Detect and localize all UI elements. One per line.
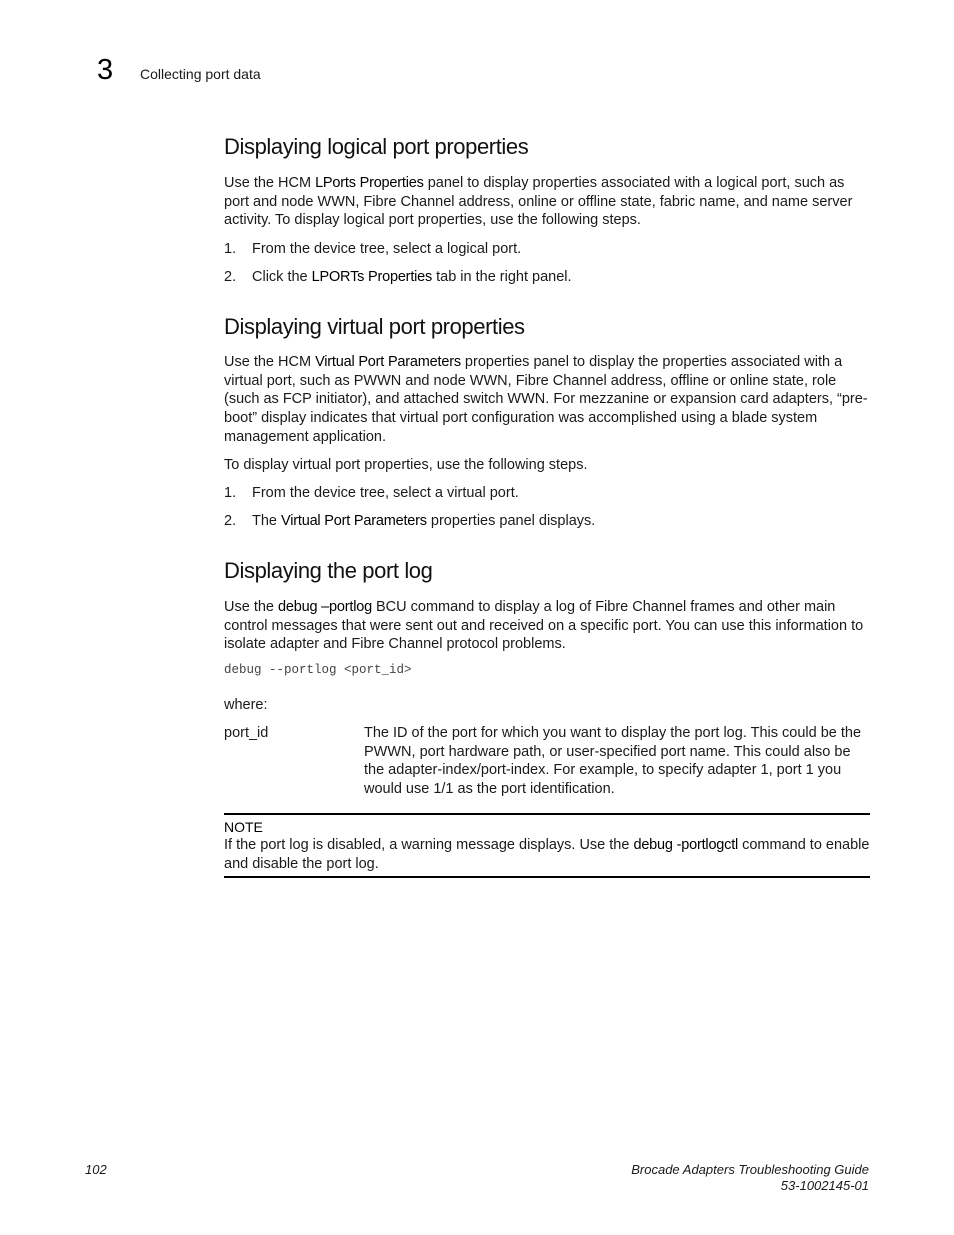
paragraph-virtual-port-intro: Use the HCM Virtual Port Parameters properties panel to display the properties associated with a virtual port, such as PWWN and node WWN, Fibre Channel address, offline or online state, role (such as FCP initiator), and attached switch WWN. For mezzanine or expansion card adapters, “pre-boot” display indicates that virtual port configuration was accomplished using a blade system management application. [224, 354, 868, 445]
section-heading-virtual-port: Displaying virtual port properties [224, 314, 525, 339]
parameter-term: port_id [224, 725, 269, 741]
ui-term: Virtual Port Parameters [281, 513, 427, 529]
command-name: debug -portlogctl [633, 837, 739, 853]
paragraph-port-log-intro: Use the debug –portlog BCU command to display a log of Fibre Channel frames and other main control messages that were sent out and received on a specific port. You can use this information to isolate adapter and Fibre Channel protocol problems. [224, 599, 864, 653]
note-label: NOTE [224, 819, 263, 835]
section-heading-port-log: Displaying the port log [224, 558, 433, 583]
note-top-rule [224, 813, 870, 815]
ui-term: LPorts Properties [315, 175, 424, 191]
footer-doc-title: Brocade Adapters Troubleshooting Guide [631, 1162, 869, 1177]
paragraph-virtual-port-lead: To display virtual port properties, use the following steps. [224, 457, 588, 473]
chapter-number: 3 [97, 54, 114, 86]
list-item: 1. From the device tree, select a virtual port. [224, 485, 519, 501]
list-item: 2. Click the LPORTs Properties tab in the right panel. [224, 269, 572, 285]
footer-doc-number: 53-1002145-01 [780, 1178, 869, 1193]
ui-term: Virtual Port Parameters [315, 354, 461, 370]
note-bottom-rule [224, 876, 870, 878]
where-label: where: [224, 697, 268, 713]
command-syntax: debug --portlog <port_id> [224, 663, 412, 677]
list-item: 1. From the device tree, select a logical port. [224, 241, 522, 257]
list-item: 2. The Virtual Port Parameters properties panel displays. [224, 513, 596, 529]
paragraph-logical-port-intro: Use the HCM LPorts Properties panel to display properties associated with a logical port, such as port and node WWN, Fibre Channel address, online or offline state, fabric name, and name server activity. To display logical port properties, use the following steps. [224, 175, 853, 229]
command-name: debug –portlog [278, 599, 372, 615]
section-heading-logical-port: Displaying logical port properties [224, 134, 529, 159]
page-number: 102 [85, 1162, 107, 1177]
parameter-description: The ID of the port for which you want to display the port log. This could be the PWWN, port hardware path, or user-specified port name. This could also be the adapter-index/port-index. For example, to specify adapter 1, port 1 you would use 1/1 as the port identification. [364, 725, 862, 798]
ui-term: LPORTs Properties [311, 269, 433, 285]
note-body: If the port log is disabled, a warning message displays. Use the debug -portlogctl command to enable and disable the port log. [224, 837, 870, 872]
running-header: Collecting port data [140, 66, 261, 82]
